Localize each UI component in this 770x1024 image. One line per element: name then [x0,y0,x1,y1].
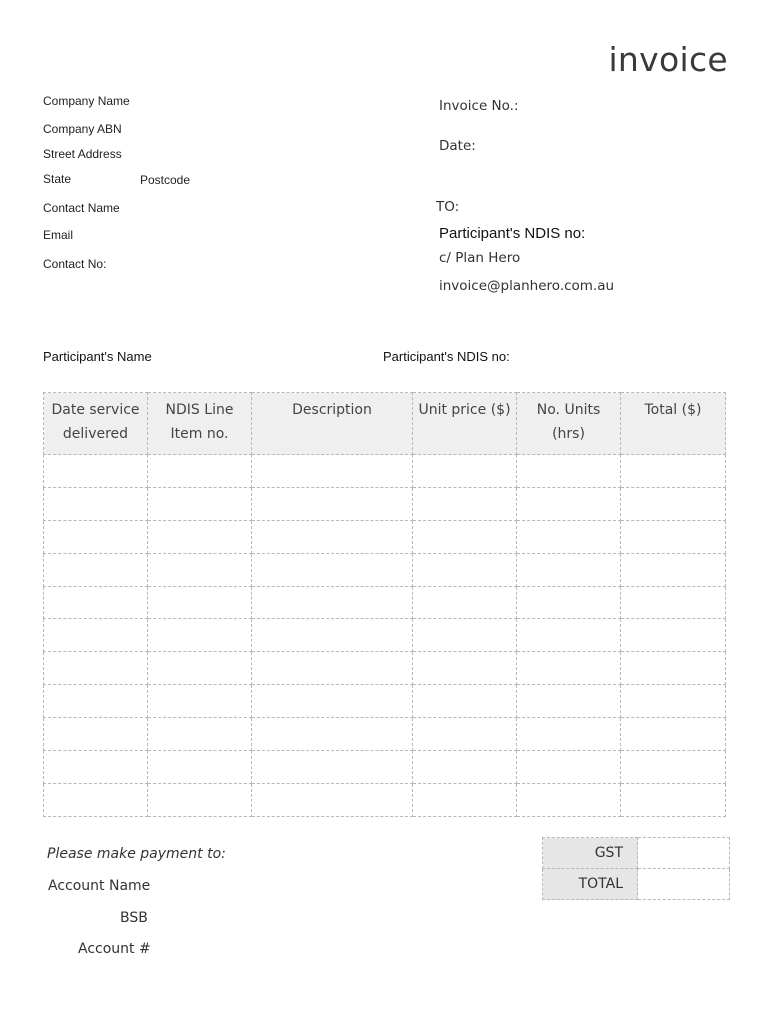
gst-label: GST [543,838,638,869]
table-cell[interactable] [252,652,413,685]
plan-manager-text: c/ Plan Hero [439,250,521,266]
header-text: No. Units [536,402,601,418]
table-cell[interactable] [517,586,621,619]
header-total [621,393,726,455]
table-cell[interactable] [252,783,413,816]
table-cell[interactable] [413,751,517,784]
account-number-label: Account # [78,941,151,957]
email-label: Email [43,228,74,242]
table-cell[interactable] [517,455,621,488]
table-cell[interactable] [148,487,252,520]
table-cell[interactable] [44,718,148,751]
table-cell[interactable] [517,619,621,652]
table-row [44,520,726,553]
total-value-cell[interactable] [638,869,730,900]
table-cell[interactable] [621,487,726,520]
header-text: NDIS Line [165,402,234,418]
table-cell[interactable] [517,783,621,816]
table-row [44,619,726,652]
table-cell[interactable] [621,685,726,718]
table-cell[interactable] [252,685,413,718]
company-name-label: Company Name [43,94,130,108]
header-text: Total ($) [644,402,702,418]
header-description [252,393,413,455]
table-cell[interactable] [148,553,252,586]
table-cell[interactable] [44,751,148,784]
table-cell[interactable] [44,783,148,816]
header-text: (hrs) [552,426,585,442]
table-cell[interactable] [413,783,517,816]
table-cell[interactable] [252,487,413,520]
table-cell[interactable] [413,586,517,619]
table-cell[interactable] [44,652,148,685]
table-cell[interactable] [621,455,726,488]
header-text: delivered [62,426,129,442]
table-cell[interactable] [44,520,148,553]
contact-name-label: Contact Name [43,201,120,215]
table-cell[interactable] [44,586,148,619]
table-row [44,487,726,520]
table-cell[interactable] [252,520,413,553]
table-cell[interactable] [44,685,148,718]
table-body [44,455,726,817]
to-label: TO: [436,199,460,215]
table-cell[interactable] [621,783,726,816]
table-cell[interactable] [413,455,517,488]
header-text: Item no. [170,426,229,442]
header-text: Description [292,402,372,418]
header-date-service [44,393,148,455]
table-row [44,751,726,784]
table-cell[interactable] [621,586,726,619]
table-cell[interactable] [621,619,726,652]
contact-no-label: Contact No: [43,257,107,271]
table-cell[interactable] [413,685,517,718]
table-row [44,685,726,718]
table-cell[interactable] [252,455,413,488]
table-header-row [44,393,726,455]
table-cell[interactable] [148,455,252,488]
gst-row [543,838,730,869]
table-cell[interactable] [148,783,252,816]
table-cell[interactable] [44,455,148,488]
participant-ndis-label: Participant's NDIS no: [383,349,510,364]
header-ndis-line-item [148,393,252,455]
table-cell[interactable] [148,652,252,685]
company-abn-label: Company ABN [43,122,122,136]
table-cell[interactable] [148,685,252,718]
table-cell[interactable] [517,553,621,586]
table-cell[interactable] [148,619,252,652]
invoice-line-items-table [43,392,726,817]
plan-manager-email: invoice@planhero.com.au [439,278,615,294]
date-label: Date: [439,138,476,154]
table-cell[interactable] [44,553,148,586]
table-cell[interactable] [252,751,413,784]
payment-heading: Please make payment to: [47,846,226,862]
table-row [44,718,726,751]
participant-name-label: Participant's Name [43,349,152,364]
table-cell[interactable] [148,520,252,553]
account-name-label: Account Name [48,878,151,894]
totals-table [542,837,730,900]
table-cell[interactable] [44,487,148,520]
table-cell[interactable] [413,520,517,553]
gst-value-cell[interactable] [638,838,730,869]
table-cell[interactable] [621,751,726,784]
header-text: Unit price ($) [418,402,511,418]
table-cell[interactable] [252,718,413,751]
table-cell[interactable] [517,487,621,520]
street-address-label: Street Address [43,147,122,161]
table-cell[interactable] [413,718,517,751]
table-cell[interactable] [517,718,621,751]
table-cell[interactable] [148,718,252,751]
table-cell[interactable] [148,586,252,619]
table-cell[interactable] [621,652,726,685]
table-cell[interactable] [517,520,621,553]
table-cell[interactable] [621,520,726,553]
table-cell[interactable] [413,487,517,520]
table-cell[interactable] [413,619,517,652]
header-text: Date service [51,402,140,418]
total-label: TOTAL [543,869,638,900]
postcode-label: Postcode [140,173,191,187]
ndis-number-label: Participant's NDIS no: [439,225,586,242]
table-cell[interactable] [413,652,517,685]
total-row [543,869,730,900]
invoice-no-label: Invoice No.: [439,98,519,114]
table-cell[interactable] [621,553,726,586]
table-cell[interactable] [44,619,148,652]
bsb-label: BSB [120,910,148,926]
invoice-title: invoice [608,40,728,79]
table-row [44,586,726,619]
header-no-units [517,393,621,455]
table-row [44,652,726,685]
table-cell[interactable] [621,718,726,751]
table-cell[interactable] [148,751,252,784]
table-cell[interactable] [252,586,413,619]
table-cell[interactable] [517,685,621,718]
header-unit-price [413,393,517,455]
table-cell[interactable] [517,751,621,784]
table-cell[interactable] [252,553,413,586]
table-cell[interactable] [517,652,621,685]
table-row [44,783,726,816]
table-row [44,455,726,488]
table-cell[interactable] [252,619,413,652]
table-row [44,553,726,586]
table-cell[interactable] [413,553,517,586]
state-label: State [43,172,72,186]
